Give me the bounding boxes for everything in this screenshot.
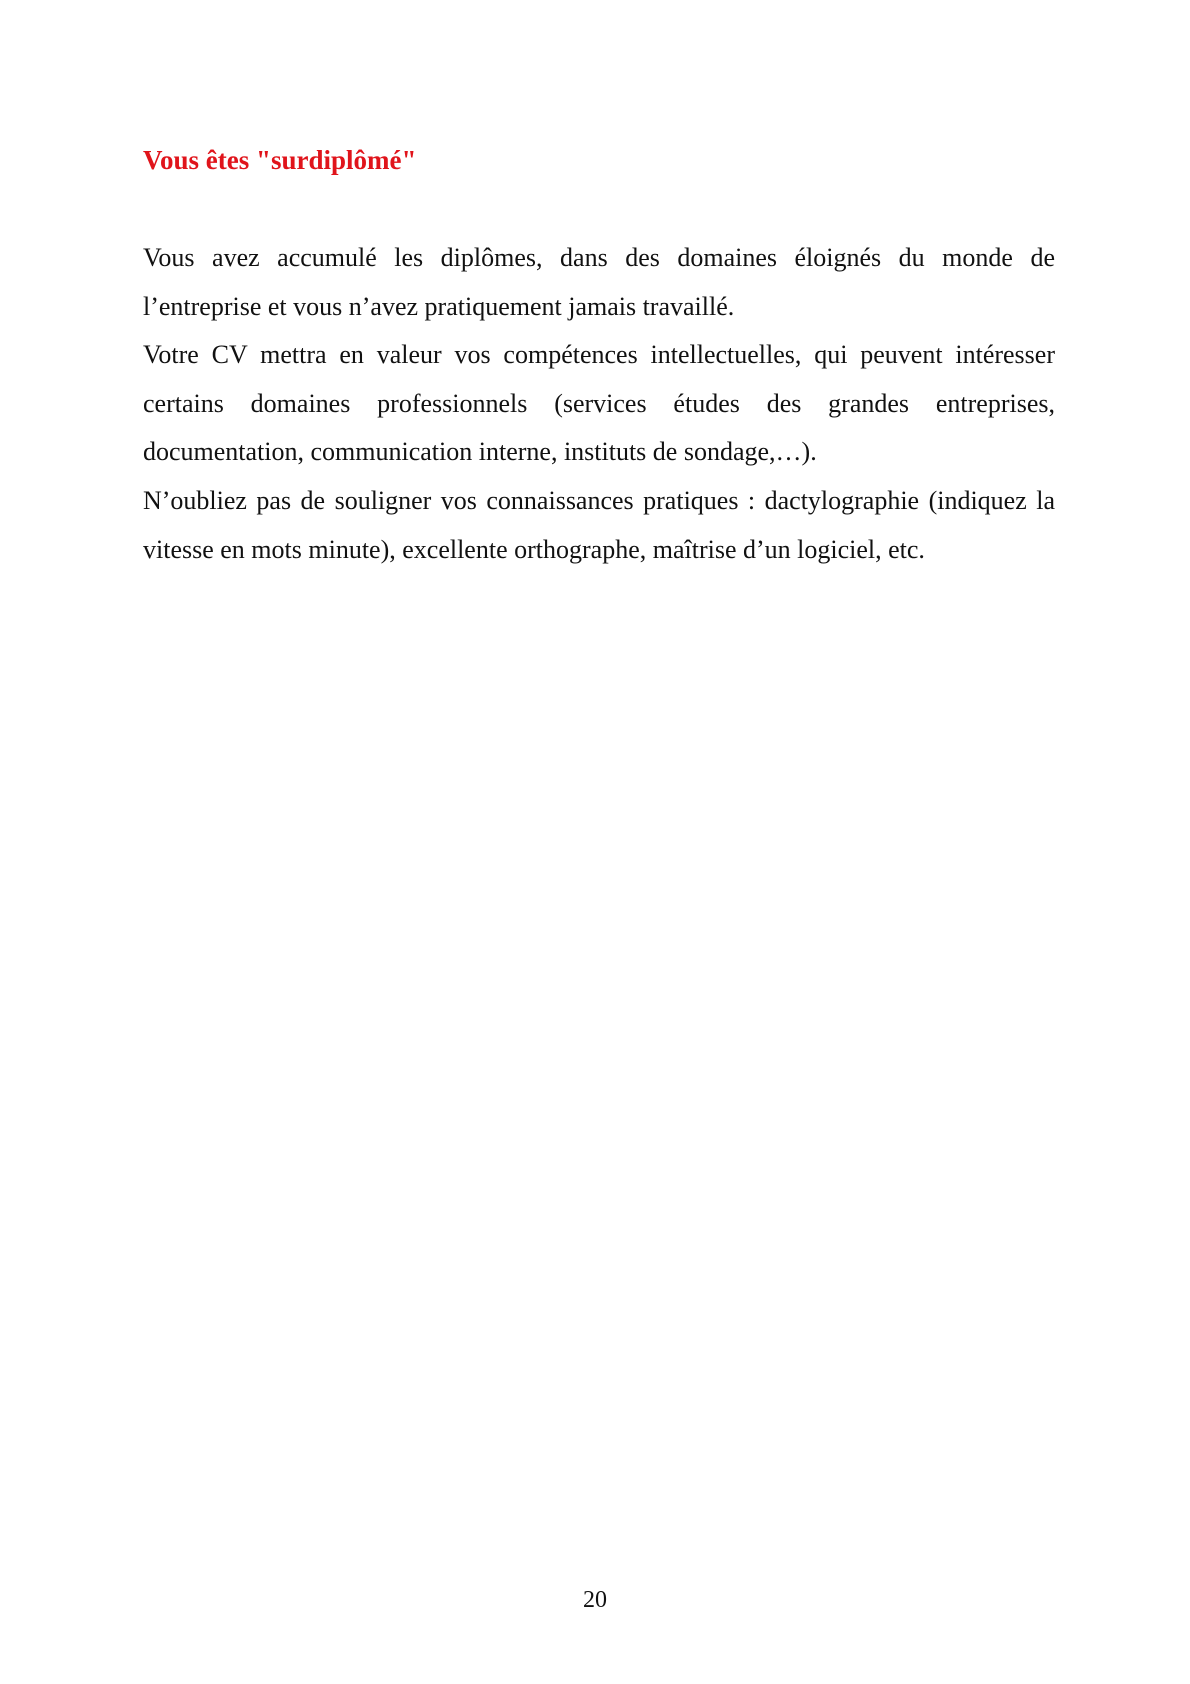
section-heading: Vous êtes "surdiplômé" (143, 145, 417, 175)
paragraph-practical-skills: N’oubliez pas de souligner vos connaissances pratiques : dactylographie (indiquez la vitesse en mots minute), excellente orthographe, maîtrise d’un logiciel, etc. (143, 485, 1055, 564)
paragraph-overqualified: Vous avez accumulé les diplômes, dans des domaines éloignés du monde de l’entreprise et vous n’avez pratiquement jamais travaillé. (143, 243, 1055, 321)
page-number: 20 (583, 1587, 607, 1613)
paragraph-cv-advice: Votre CV mettra en valeur vos compétences intellectuelles, qui peuvent intéresser certains domaines professionnels (services études des grandes entreprises, documentation, communication interne, instituts de sondage,…). (143, 340, 1055, 467)
body-text (143, 234, 1055, 574)
